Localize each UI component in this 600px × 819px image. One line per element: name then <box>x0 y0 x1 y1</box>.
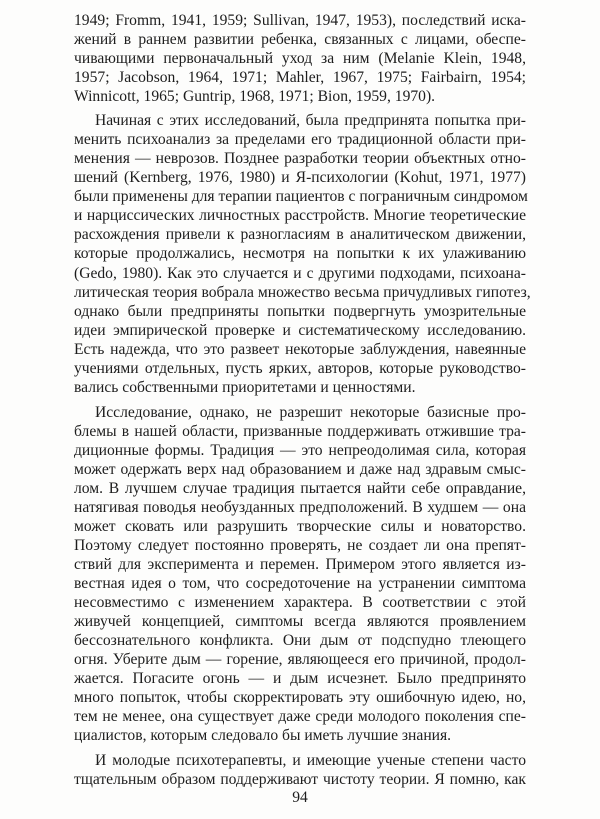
text-line: жается. Погасите огонь — и дым исчезнет. Было предпринято <box>74 670 526 687</box>
text-line: бессознательного конфликта. Они дым от подспудно тлеющего <box>74 632 526 649</box>
text-line: И молодые психотерапевты, и имеющие ученые степени часто <box>95 752 526 769</box>
text-line: (Gedo, 1980). Как это случается и с другими подходами, психоана- <box>74 265 526 282</box>
text-line: тем не менее, она существует даже среди молодого поколения спе- <box>74 708 526 725</box>
text-line: блемы в нашей области, призванные поддерживать отжившие тра- <box>74 423 526 440</box>
text-line: Есть надежда, что это развеет некоторые заблуждения, навеянные <box>74 341 526 358</box>
text-line: были применены для терапии пациентов с пограничным синдромом <box>74 188 528 205</box>
text-line: однако были предприняты попытки подвергнуть умозрительные <box>74 303 526 320</box>
text-line: расхождения привели к разногласиям в аналитическом движении, <box>74 226 526 243</box>
text-line: может одержать верх над образованием и даже над здравым смыс- <box>74 461 526 478</box>
text-line: Поэтому следует постоянно проверять, не создает ли она препят- <box>74 537 526 554</box>
text-line: тщательным образом поддерживают чистоту теории. Я помню, как <box>74 771 526 788</box>
text-line: идеи эмпирической проверке и систематическому исследованию. <box>74 322 526 339</box>
text-line: 1957; Jacobson, 1964, 1971; Mahler, 1967, 1975; Fairbairn, 1954; <box>74 69 526 86</box>
text-line: чивающими первоначальный уход за ним (Melanie Klein, 1948, <box>74 50 526 67</box>
text-line: циалистов, которым следовало бы иметь лучшие знания. <box>74 727 452 744</box>
text-line: Winnicott, 1965; Guntrip, 1968, 1971; Bion, 1959, 1970). <box>74 88 436 105</box>
text-line: огня. Уберите дым — горение, являющееся его причиной, продол- <box>74 651 526 668</box>
text-line: может сковать или разрушить творческие силы и новаторство. <box>74 518 526 535</box>
text-line: лом. В лучшем случае традиция пытается найти себе оправдание, <box>74 480 526 497</box>
text-line: жений в раннем развитии ребенка, связанных с лицами, обеспе- <box>74 31 526 48</box>
text-line: Исследование, однако, не разрешит некоторые базисные про- <box>95 404 526 421</box>
text-line: много попыток, чтобы скорректировать эту ошибочную идею, но, <box>74 689 526 706</box>
text-line: и нарциссических личностных расстройств. Многие теоретические <box>74 207 526 224</box>
text-line: вестная идея о том, что сосредоточение на устранении симптома <box>74 575 526 592</box>
text-line: шений (Kernberg, 1976, 1980) и Я-психологии (Kohut, 1971, 1977) <box>74 169 526 186</box>
text-line: учениями отдельных, пусть ярких, авторов, которые руководство- <box>74 360 526 377</box>
text-line: натягивая поводья необузданных предположений. В худшем — она <box>74 499 526 516</box>
text-line: диционные формы. Традиция — это непреодолимая сила, которая <box>74 442 526 459</box>
text-line: несовместимо с изменением характера. В соответствии с этой <box>74 594 526 611</box>
text-line: живучей концепцией, симптомы всегда являются проявлением <box>74 613 526 630</box>
text-line: вались собственными приоритетами и ценностями. <box>74 379 416 396</box>
text-line: ствий для эксперимента и перемен. Примером этого является из- <box>74 556 526 573</box>
page-number: 94 <box>292 789 308 806</box>
text-line: литическая теория вобрала множество весьма причудливых гипотез, <box>74 284 531 301</box>
text-line: менения — неврозов. Позднее разработки теории объектных отно- <box>74 150 526 167</box>
text-line: которые продолжались, несмотря на попытки к их улаживанию <box>74 245 526 262</box>
text-line: 1949; Fromm, 1941, 1959; Sullivan, 1947, 1953), последствий иска- <box>74 12 526 29</box>
text-line: Начиная с этих исследований, была предпринята попытка при- <box>95 112 526 129</box>
text-line: менить психоанализ за пределами его традиционной области при- <box>74 131 526 148</box>
